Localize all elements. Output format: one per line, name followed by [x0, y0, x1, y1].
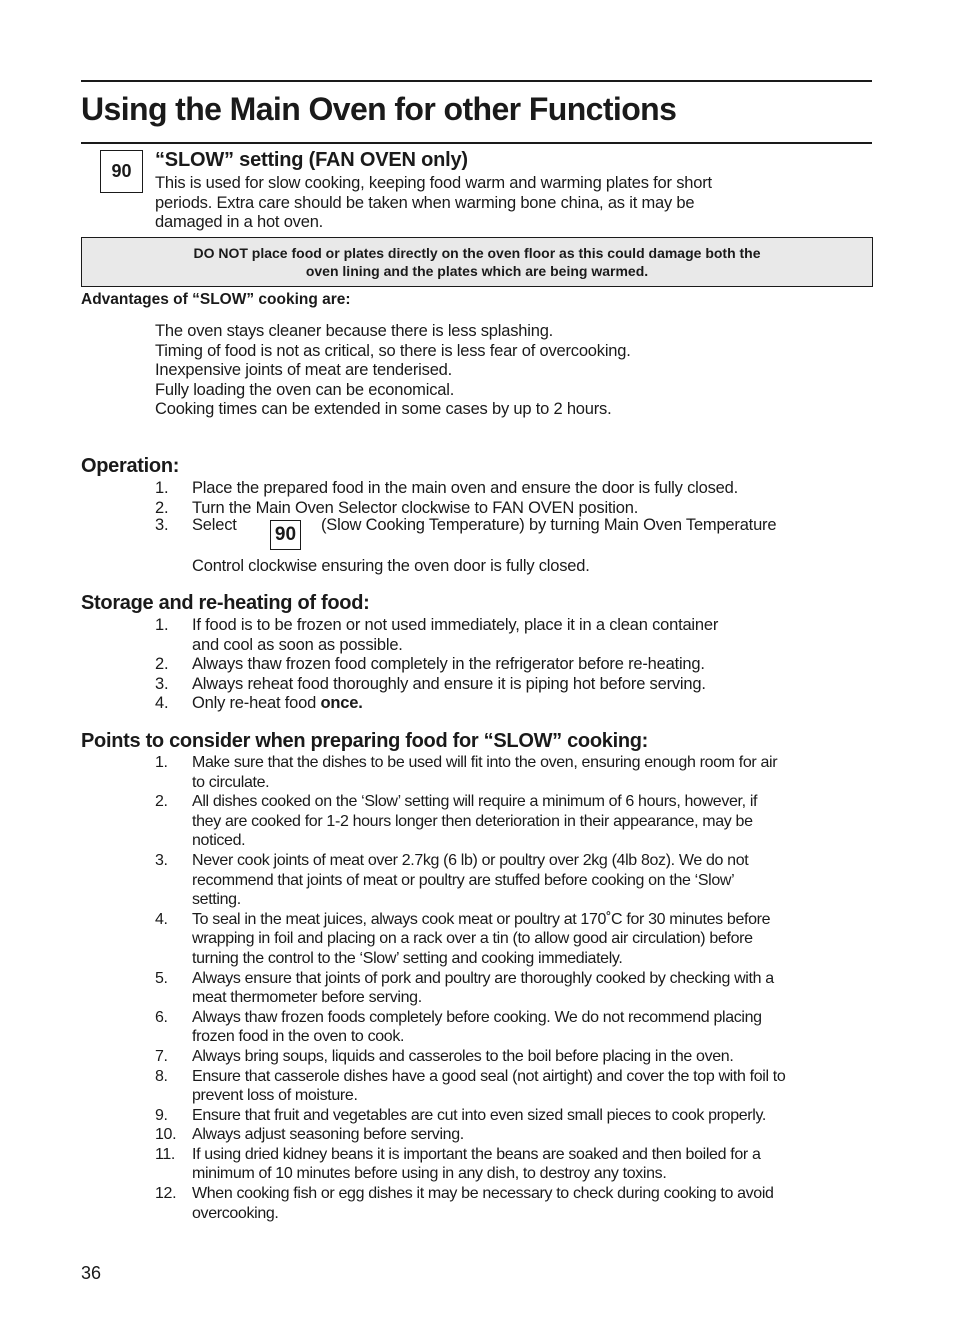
item-line: to circulate.	[192, 773, 270, 791]
item-number: 10.	[155, 1126, 177, 1144]
page-number: 36	[81, 1263, 102, 1283]
list-item	[155, 1106, 785, 1126]
item-number: 3.	[155, 674, 169, 693]
storage-list	[155, 616, 718, 714]
item-number: 8.	[155, 1067, 168, 1085]
item-line: All dishes cooked on the ‘Slow’ setting will require a minimum of 6 hours, however, if	[192, 793, 758, 811]
advantage-item: Timing of food is not as critical, so there is less fear of overcooking.	[155, 341, 631, 360]
item-line: Always thaw frozen food completely in the refrigerator before re-heating.	[192, 655, 705, 674]
advantage-item: Fully loading the oven can be economical.	[155, 380, 455, 399]
item-number: 2.	[155, 498, 169, 517]
list-item	[155, 851, 785, 910]
step-select-label: Select	[192, 516, 237, 534]
item-line: If food is to be frozen or not used immediately, place it in a clean container	[192, 616, 719, 634]
intro-line: periods. Extra care should be taken when warming bone china, as it may be	[155, 193, 695, 212]
item-line: and cool as soon as possible.	[192, 635, 403, 654]
item-number: 1.	[155, 754, 168, 771]
item-line: meat thermometer before serving.	[192, 989, 422, 1007]
step-rest-text: (Slow Cooking Temperature) by turning Main Oven Temperature	[321, 516, 777, 534]
item-line: Only re-heat food	[192, 694, 321, 713]
item-line: frozen food in the oven to cook.	[192, 1028, 405, 1046]
item-number: 3.	[155, 516, 169, 534]
title-underline	[81, 142, 872, 144]
item-line: they are cooked for 1-2 hours longer then deterioration in their appearance, may be	[192, 812, 753, 830]
intro-line: This is used for slow cooking, keeping food warm and warming plates for short	[155, 174, 712, 192]
inline-temperature-badge: 90	[270, 520, 301, 550]
item-line: recommend that joints of meat or poultry are stuffed before cooking on the ‘Slow’	[192, 871, 735, 889]
item-number: 4.	[155, 694, 169, 713]
points-list	[155, 753, 785, 1223]
list-item	[155, 479, 738, 499]
item-line: Ensure that fruit and vegetables are cut into even sized small pieces to cook properly.	[192, 1106, 767, 1124]
item-number: 7.	[155, 1047, 168, 1065]
item-line: setting.	[192, 891, 241, 909]
item-number: 4.	[155, 910, 168, 928]
list-item	[155, 1145, 785, 1184]
item-line: Always reheat food thoroughly and ensure it is piping hot before serving.	[192, 674, 706, 693]
list-item	[155, 1184, 785, 1223]
item-line: overcooking.	[192, 1204, 279, 1222]
advantages-heading: Advantages of “SLOW” cooking are:	[81, 291, 351, 308]
list-item	[155, 616, 718, 655]
points-heading: Points to consider when preparing food for “SLOW” cooking:	[81, 730, 649, 752]
advantages-list	[155, 322, 631, 420]
item-line: Ensure that casserole dishes have a good seal (not airtight) and cover the top with foil to	[192, 1067, 786, 1085]
slow-setting-intro	[155, 174, 712, 233]
operation-step-3-continued: Control clockwise ensuring the oven door is fully closed.	[192, 557, 590, 575]
advantage-item: The oven stays cleaner because there is less splashing.	[155, 322, 554, 340]
item-line: noticed.	[192, 832, 246, 850]
list-item	[155, 1067, 785, 1106]
storage-heading: Storage and re-heating of food:	[81, 592, 370, 614]
item-number: 12.	[155, 1185, 177, 1203]
top-rule	[81, 80, 872, 82]
operation-list	[155, 479, 738, 518]
list-item	[155, 910, 785, 969]
advantage-item: Inexpensive joints of meat are tenderised.	[155, 361, 453, 380]
item-line: When cooking fish or egg dishes it may be necessary to check during cooking to avoid	[192, 1185, 774, 1203]
item-line: Always thaw frozen foods completely before cooking. We do not recommend placing	[192, 1008, 762, 1026]
item-text: Place the prepared food in the main oven and ensure the door is fully closed.	[192, 479, 738, 497]
item-number: 6.	[155, 1008, 168, 1026]
warning-line: DO NOT place food or plates directly on the oven floor as this could damage both the	[193, 245, 761, 261]
item-line: Always ensure that joints of pork and poultry are thoroughly cooked by checking with a	[192, 969, 774, 987]
slow-temperature-badge: 90	[100, 150, 143, 193]
item-number: 2.	[155, 655, 169, 674]
item-text: Turn the Main Oven Selector clockwise to FAN OVEN position.	[192, 498, 639, 517]
item-line: Make sure that the dishes to be used will fit into the oven, ensuring enough room for air	[192, 754, 778, 771]
list-item	[155, 694, 718, 714]
item-number: 5.	[155, 969, 168, 987]
item-number: 9.	[155, 1106, 168, 1124]
item-number: 11.	[155, 1145, 176, 1163]
item-line: wrapping in foil and placing on a rack over a tin (to allow good air circulation) before	[192, 930, 753, 948]
list-item	[155, 1008, 785, 1047]
item-line: Always bring soups, liquids and casseroles to the boil before placing in the oven.	[192, 1047, 734, 1065]
operation-heading: Operation:	[81, 455, 180, 477]
item-line: prevent loss of moisture.	[192, 1087, 358, 1105]
item-number: 2.	[155, 793, 168, 811]
list-item	[155, 1047, 785, 1067]
list-item	[155, 1125, 785, 1145]
list-item	[155, 655, 718, 675]
emphasis-text: once.	[320, 694, 363, 713]
item-number: 3.	[155, 851, 168, 869]
item-line: Never cook joints of meat over 2.7kg (6 lb) or poultry over 2kg (4lb 8oz). We do not	[192, 851, 749, 869]
list-item	[155, 792, 785, 851]
item-number: 1.	[155, 616, 169, 634]
advantage-item: Cooking times can be extended in some cases by up to 2 hours.	[155, 400, 612, 419]
item-line: Always adjust seasoning before serving.	[192, 1126, 464, 1144]
list-item	[155, 969, 785, 1008]
intro-line: damaged in a hot oven.	[155, 213, 324, 232]
list-item	[155, 753, 785, 792]
list-item	[155, 675, 718, 695]
item-line: If using dried kidney beans it is important the beans are soaked and then boiled for a	[192, 1145, 761, 1163]
item-line: minimum of 10 minutes before using in any dish, to destroy any toxins.	[192, 1165, 667, 1183]
warning-box	[81, 237, 873, 287]
item-line: To seal in the meat juices, always cook meat or poultry at 170˚C for 30 minutes before	[192, 910, 771, 928]
slow-setting-heading: “SLOW” setting (FAN OVEN only)	[155, 149, 468, 171]
warning-line: oven lining and the plates which are being warmed.	[305, 263, 649, 279]
item-number: 1.	[155, 479, 169, 497]
item-line: turning the control to the ‘Slow’ setting and cooking immediately.	[192, 949, 623, 967]
page-title: Using the Main Oven for other Functions	[81, 91, 677, 127]
